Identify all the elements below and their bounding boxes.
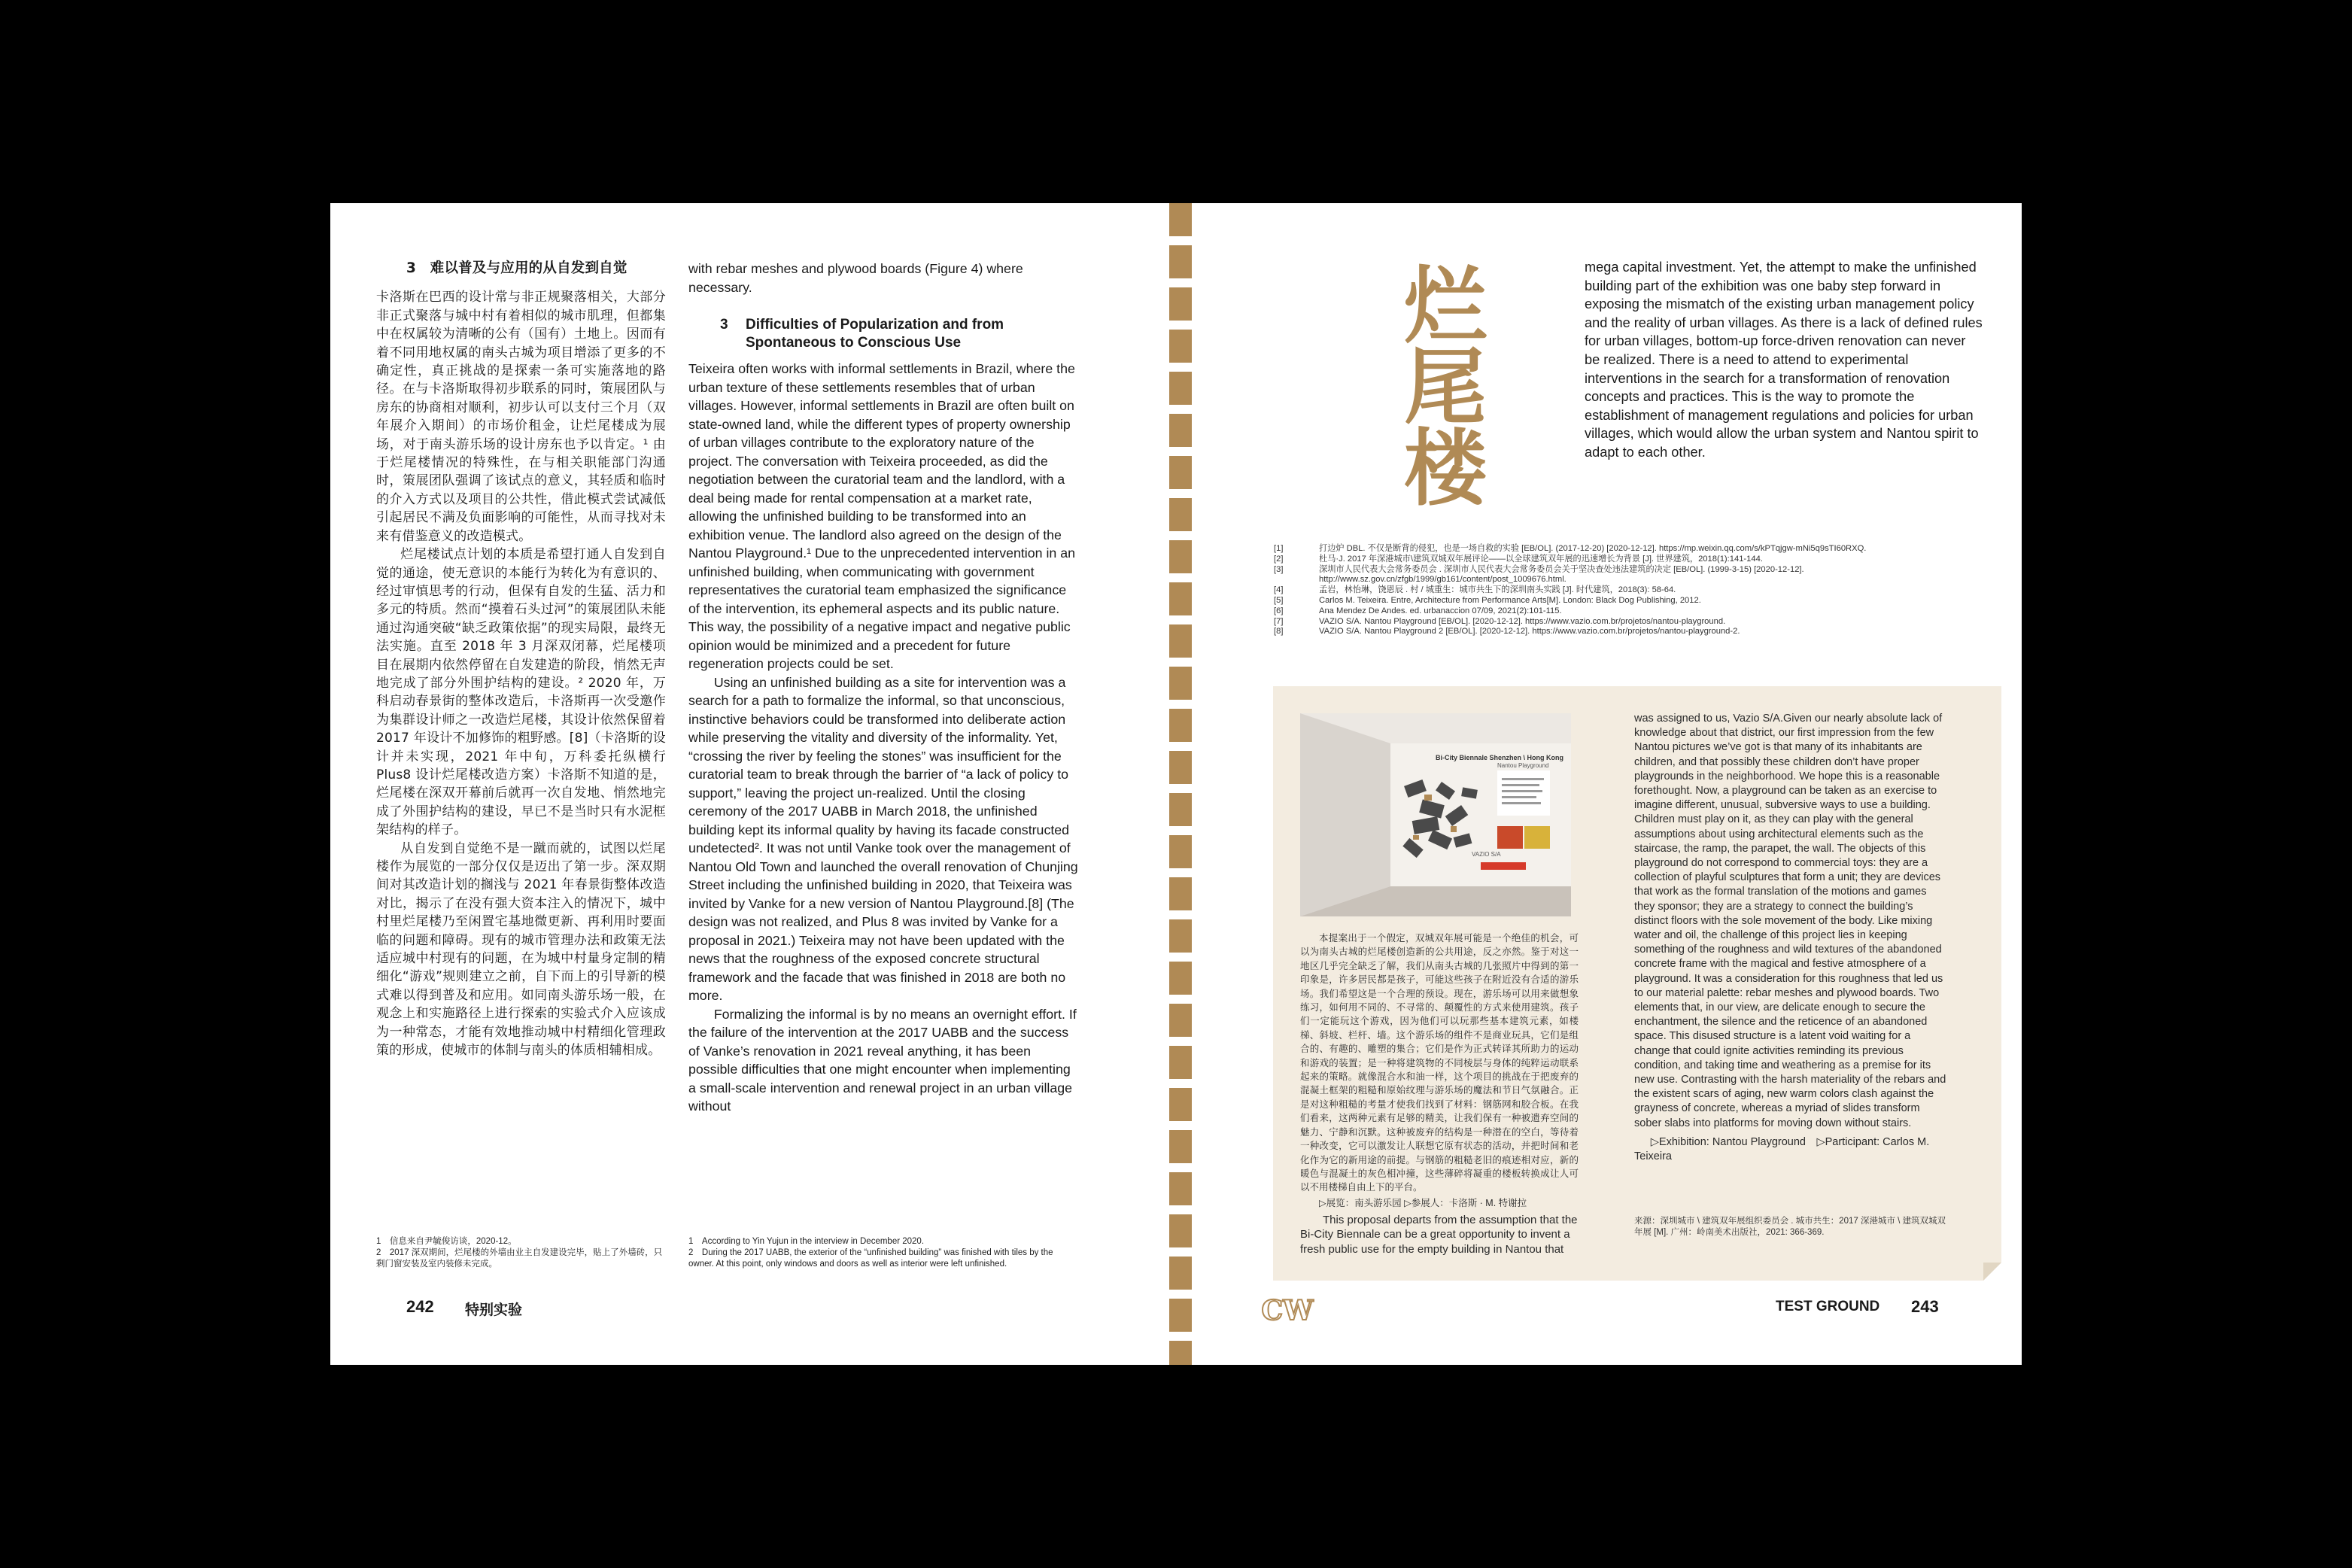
card-en-text-right bbox=[1634, 712, 1947, 1164]
card-en-text-left: This proposal departs from the assumption that the Bi-City Biennale can be a great opportunity to invent a fresh public use for the empty building in Nantou that bbox=[1300, 1214, 1578, 1256]
reference-item: [4] 孟岩，林怡琳，饶恩辰 . 村 / 城重生：城市共生下的深圳南头实践 [J]. 时代建筑，2018(3): 58-64. bbox=[1274, 585, 1676, 595]
title-char-1: 烂 bbox=[1404, 260, 1487, 354]
right-intro-text: mega capital investment. Yet, the attempt to make the unfinished building part of the exhibition was one baby step forward in exposing the mismatch of the existing urban management policy and the reality of urban villages. As there is a lack of defined rules for urban villages, bottom-up force-driven renovation can never be realized. There is a need to attend to experimental interventions in the search for a transformation of renovation concepts and practices. This is the way to promote the establishment of management regulations and policies for urban villages, which would allow the urban system and Nantou spirit to adapt to each other. bbox=[1585, 260, 1983, 460]
en-column bbox=[688, 260, 1080, 1116]
right-page-number: 243 bbox=[1911, 1297, 1939, 1316]
cn-paragraph-3: 从自发到自觉绝不是一蹴而就的，试图以烂尾楼作为展览的一部分仅仅是迈出了第一步。深双期间对其改造计划的搁浅与 2021 年春景街整体改造对比，揭示了在没有强大资本注入的情况下，城中村里烂尾楼乃至闲置宅基地微更新、再利用时要面临的问题和障碍。现有的城市管理办法和政策无法适应城中村现有的问题，在为城中村量身定制的精细化“游戏”规则建立之前，自下而上的引导新的模式难以得到普及和应用。如同南头游乐场一般，在观念上和实施路径上进行探索的实验式介入应该成为一种常态，才能有效地推动城中村精细化管理政策的形成，使城市的体制与南头的体质相辅相成。 bbox=[376, 840, 666, 1059]
exhibition-photo-graphic bbox=[1300, 713, 1571, 916]
en-lead-text: with rebar meshes and plywood boards (Figure 4) where necessary. bbox=[688, 261, 1023, 295]
left-page-number: 242 bbox=[406, 1297, 434, 1316]
references-list bbox=[1274, 544, 1996, 637]
cn-footnote-1: 1 信息来自尹毓俊访谈，2020-12。 bbox=[376, 1237, 517, 1246]
cn-footnote-2: 2 2017 深双期间，烂尾楼的外墙由业主自发建设完毕，贴上了外墙砖，只剩门窗安装及室内装修未完成。 bbox=[376, 1248, 663, 1269]
card-en-body: was assigned to us, Vazio S/A.Given our nearly absolute lack of knowledge about that district, our first impression from the few Nantou pictures we’ve got is that many of its inhabitants are children, and that possibly these children don’t have proper playgrounds in the neighborhood. We hope this is a reasonable forethought. Now, a playground can be taken as an exercise to imagine different, unusual, subversive ways to use a building. Children must play on it, as they can play with the general assumptions about using architectural elements such as the staircase, the ramp, the parapet, the wall. The objects of this playground do not correspond to commercial toys: they are a collection of playful sculptures that form a unit; they are devices that work as the formal translation of the motions and games they sponsor; they are a strategy to connect the building’s distinct floors with the sole movement of the body. Like mixing water and oil, the challenge of this project lies in keeping something of the roughness and wild textures of the abandoned concrete frame with the magical and festive atmosphere of a playground. It was a consideration for this roughness that led us to our material palette: rebar meshes and plywood boards. Two elements that, in our view, are delicate enough to secure the enchantment, the silence and the reticence of an abandoned space. This disused structure is a latent void waiting for a change that could ignite activities reminding its previous condition, and taking time and weathering as a premise for its new use. Contrasting with the harsh materiality of the rebars and the existent scars of aging, new warm colors clash against the grayness of concrete, whereas a myriad of slides transform sober slabs into platforms for moving down without stairs. bbox=[1634, 713, 1946, 1129]
right-section-label: TEST GROUND bbox=[1776, 1299, 1880, 1314]
title-char-2: 尾 bbox=[1404, 339, 1487, 436]
card-source-credit: 来源：深圳城市 \ 建筑双年展组织委员会 . 城市共生：2017 深港城市 \ 建筑双城双年展 [M]. 广州：岭南美术出版社，2021: 366-369. bbox=[1634, 1217, 1946, 1237]
card-cn-text bbox=[1300, 931, 1579, 1257]
photo-side-text: Nantou Playground bbox=[1497, 762, 1549, 769]
en-paragraph-3: Formalizing the informal is by no means an overnight effort. If the failure of the intervention at the 2017 UABB and the success of Vanke’s renovation in 2021 reveal anything, it has been possible difficulties that one might encounter when implementing a small-scale intervention and renewal project in an urban village without bbox=[688, 1006, 1077, 1114]
title-char-3: 楼 bbox=[1404, 421, 1487, 508]
gold-dashed-stripe bbox=[1169, 203, 1192, 1365]
photo-wall-label: VAZIO S/A bbox=[1472, 851, 1501, 858]
en-footnote-1: 1 According to Yin Yujun in the interview in December 2020. bbox=[688, 1237, 925, 1246]
cn-footnotes bbox=[376, 1236, 666, 1270]
reference-item: [5] Carlos M. Teixeira. Entre, Architecture from Performance Arts[M]. London: Black Dog Publishing, 2012. bbox=[1274, 595, 1701, 605]
reference-item: [7] VAZIO S/A. Nantou Playground [EB/OL]. [2020-12-12]. https://www.vazio.com.br/projetos/nantou-playground. bbox=[1274, 616, 1726, 626]
en-paragraph-2: Using an unfinished building as a site for intervention was a search for a path to formalize the informal, so that unconscious, instinctive behaviors could be transformed into deliberate action while preserving the vitality and diversity of the informality. Yet, “crossing the river by feeling the stones” was insufficient for the curatorial team to break through the barrier of “a lack of policy to support,” leaving the project un-realized. Until the closing ceremony of the 2017 UABB in March 2018, the unfinished building kept its informal quality by having its facade constructed undetected². It was not until Vanke took over the management of Nantou Old Town and launched the overall renovation of Chunjing Street including the unfinished building in 2020, that Teixeira was invited by Vanke for a new version of Nantou Playground.[8] (The design was not realized, and Plus 8 was invited by Vanke for a proposal in 2021.) Teixeira may not have been updated with the news that the roughness of the exposed concrete structural framework and the facade that was finished in 2018 are both no more. bbox=[688, 674, 1078, 1003]
card-en-credit: ▷Exhibition: Nantou Playground ▷Participant: Carlos M. Teixeira bbox=[1634, 1135, 1930, 1163]
card-cn-credit: ▷展览：南头游乐园 ▷参展人：卡洛斯 · M. 特谢拉 bbox=[1319, 1197, 1527, 1208]
reference-item: [2] 杜马·J. 2017 年深港城市\建筑双城双年展评论——以全球建筑双年展的迅速增长为背景 [J]. 世界建筑，2018(1):141-144. bbox=[1274, 554, 1763, 564]
left-section-label: 特别实验 bbox=[465, 1302, 523, 1318]
en-section-heading bbox=[688, 316, 1080, 352]
title-block bbox=[1363, 260, 1528, 508]
photo-wall-title: Bi-City Biennale Shenzhen \ Hong Kong bbox=[1436, 754, 1564, 761]
magazine-logo-icon bbox=[1253, 1291, 1322, 1327]
en-paragraph-1: Teixeira often works with informal settlements in Brazil, where the urban texture of these settlements resembles that of urban villages. However, informal settlements in Brazil are often built on state-owned land, while the different types of property ownership of urban villages contribute to the exploratory nature of the project. The conversation with Teixeira proceeded, as did the negotiation between the curatorial team and the landlord, with a deal being made for rental compensation at a market rate, allowing the unfinished building to be transformed into an exhibition venue. The landlord also agreed on the design of the Nantou Playground.¹ Due to the unprecedented intervention in an unfinished building, when communicating with government representatives the curatorial team emphasized the significance of the intervention, its ephemeral aspects and its public nature. This way, the possibility of a negative impact and negative public opinion would be minimized and a precedent for future regeneration projects could be set. bbox=[688, 361, 1076, 671]
reference-item: [3] 深圳市人民代表大会常务委员会 . 深圳市人民代表大会常务委员会关于坚决查处违法建筑的决定 [EB/OL]. (1999-3-15) [2020-12-12]. http://www.sz.gov.cn/zfgb/1999/gb161/content/post_1009676.html. bbox=[1274, 564, 1804, 585]
cn-column bbox=[376, 260, 666, 1059]
magazine-logo-text: CW bbox=[1261, 1295, 1314, 1326]
reference-item: [6] Ana Mendez De Andes. ed. urbanaccion 07/09, 2021(2):101-115. bbox=[1274, 606, 1562, 615]
cn-paragraph-2: 烂尾楼试点计划的本质是希望打通人自发到自觉的通途，使无意识的本能行为转化为有意识的、经过审慎思考的行动，但保有自发的生猛、活力和多元的特质。然而“摸着石头过河”的策展团队未能通过沟通突破“缺乏政策依据”的现实局限，最终无法实施。直至 2018 年 3 月深双闭幕，烂尾楼项目在展期内依然停留在自发建造的阶段，悄然无声地完成了部分外围护结构的建设。² 2020 年，万科启动春景街的整体改造后，卡洛斯再一次受邀作为集群设计师之一改造烂尾楼，其设计依然保留着 2017 年设计不加修饰的粗野感。[8]（卡洛斯的设计并未实现，2021 年中旬，万科委托纵横行 Plus8 设计烂尾楼改造方案）卡洛斯不知道的是，烂尾楼在深双开幕前后就再一次自发地、悄然地完成了外围护结构的建设，早已不是当时只有水泥框架结构的样子。 bbox=[376, 547, 666, 838]
exhibition-card bbox=[1273, 686, 2001, 1281]
en-section-title: Difficulties of Popularization and from Spontaneous to Conscious Use bbox=[746, 317, 1004, 351]
cn-paragraph-1: 卡洛斯在巴西的设计常与非正规聚落相关，大部分非正式聚落与城中村有着相似的城市肌理，但都集中在权属较为清晰的公有（国有）土地上。因而有着不同用地权属的南头古城为项目增添了更多的不确定性，真正挑战的是探索一条可实施落地的路径。在与卡洛斯取得初步联系的同时，策展团队与房东的协商相对顺利，初步认可以支付三个月（双年展介入期间）的市场价租金，让烂尾楼成为展场，对于南头游乐场的设计房东也予以肯定。¹ 由于烂尾楼情况的特殊性，在与相关职能部门沟通时，策展团队强调了该试点的意义，其轻质和临时的介入方式以及项目的公共性，借此模式尝试减低引起居民不满及负面影响的可能性，从而寻找对未来有借鉴意义的改造模式。 bbox=[376, 290, 666, 544]
title-graphic bbox=[1363, 260, 1528, 508]
exhibition-photo bbox=[1300, 713, 1571, 916]
reference-item: [8] VAZIO S/A. Nantou Playground 2 [EB/OL]. [2020-12-12]. https://www.vazio.com.br/projetos/nantou-playground-2. bbox=[1274, 627, 1740, 637]
reference-item: [1] 打边炉 DBL. 不仅是断背的侵犯，也是一场自救的实验 [EB/OL]. (2017-12-20) [2020-12-12]. https://mp.weixin.qq.com/s/kPTqjgw-mNi5q9sTI60RXQ. bbox=[1274, 544, 1867, 553]
en-footnote-2: 2 During the 2017 UABB, the exterior of the “unfinished building” was finished with tiles by the owner. At this point, only windows and doors as well as interior were left unfinished. bbox=[688, 1248, 1053, 1269]
en-footnotes bbox=[688, 1236, 1080, 1270]
en-section-number: 3 bbox=[720, 317, 728, 333]
cn-section-heading: 3 难以普及与应用的从自发到自觉 bbox=[406, 260, 628, 276]
card-cn-body: 本提案出于一个假定，双城双年展可能是一个绝佳的机会，可以为南头古城的烂尾楼创造新的公共用途，反之亦然。鉴于对这一地区几乎完全缺乏了解，我们从南头古城的几张照片中得到的第一印象是，许多居民都是孩子，可能这些孩子在附近没有合适的游乐场。我们希望这是一个合理的预设。现在，游乐场可以用来做想象练习，如何用不同的、不寻常的、颠覆性的方式来使用建筑。孩子们一定能玩这个游戏，因为他们可以玩那些基本建筑元素，如楼梯、斜坡、栏杆、墙。这个游乐场的组件不是商业玩具，它们是组合的、有趣的、雕塑的集合；它们是作为正式转译其所助力的运动和游戏的装置；是一种将建筑物的不同棱层与身体的纯粹运动联系起来的策略。就像混合水和油一样，这个项目的挑战在于把废弃的混凝土框架的粗糙和原始纹理与游乐场的魔法和节日气氛融合。正是对这种粗糙的考量才使我们找到了材料：钢筋网和胶合板。在我们看来，这两种元素有足够的精美，让我们保有一种被遗弃空间的魅力、宁静和沉默。这种被废弃的结构是一种潜在的空白，等待着一种改变，它可以激发让人联想它原有状态的活动，并把时间和老化作为它的新用途的前提。与钢筋的粗糙老旧的痕迹相对应，新的暖色与混凝土的灰色相冲撞，这些薄碎将凝重的楼板转换成让人可以不用楼梯自由上下的平台。 bbox=[1300, 933, 1579, 1193]
page-curl-icon bbox=[1983, 1263, 2001, 1281]
